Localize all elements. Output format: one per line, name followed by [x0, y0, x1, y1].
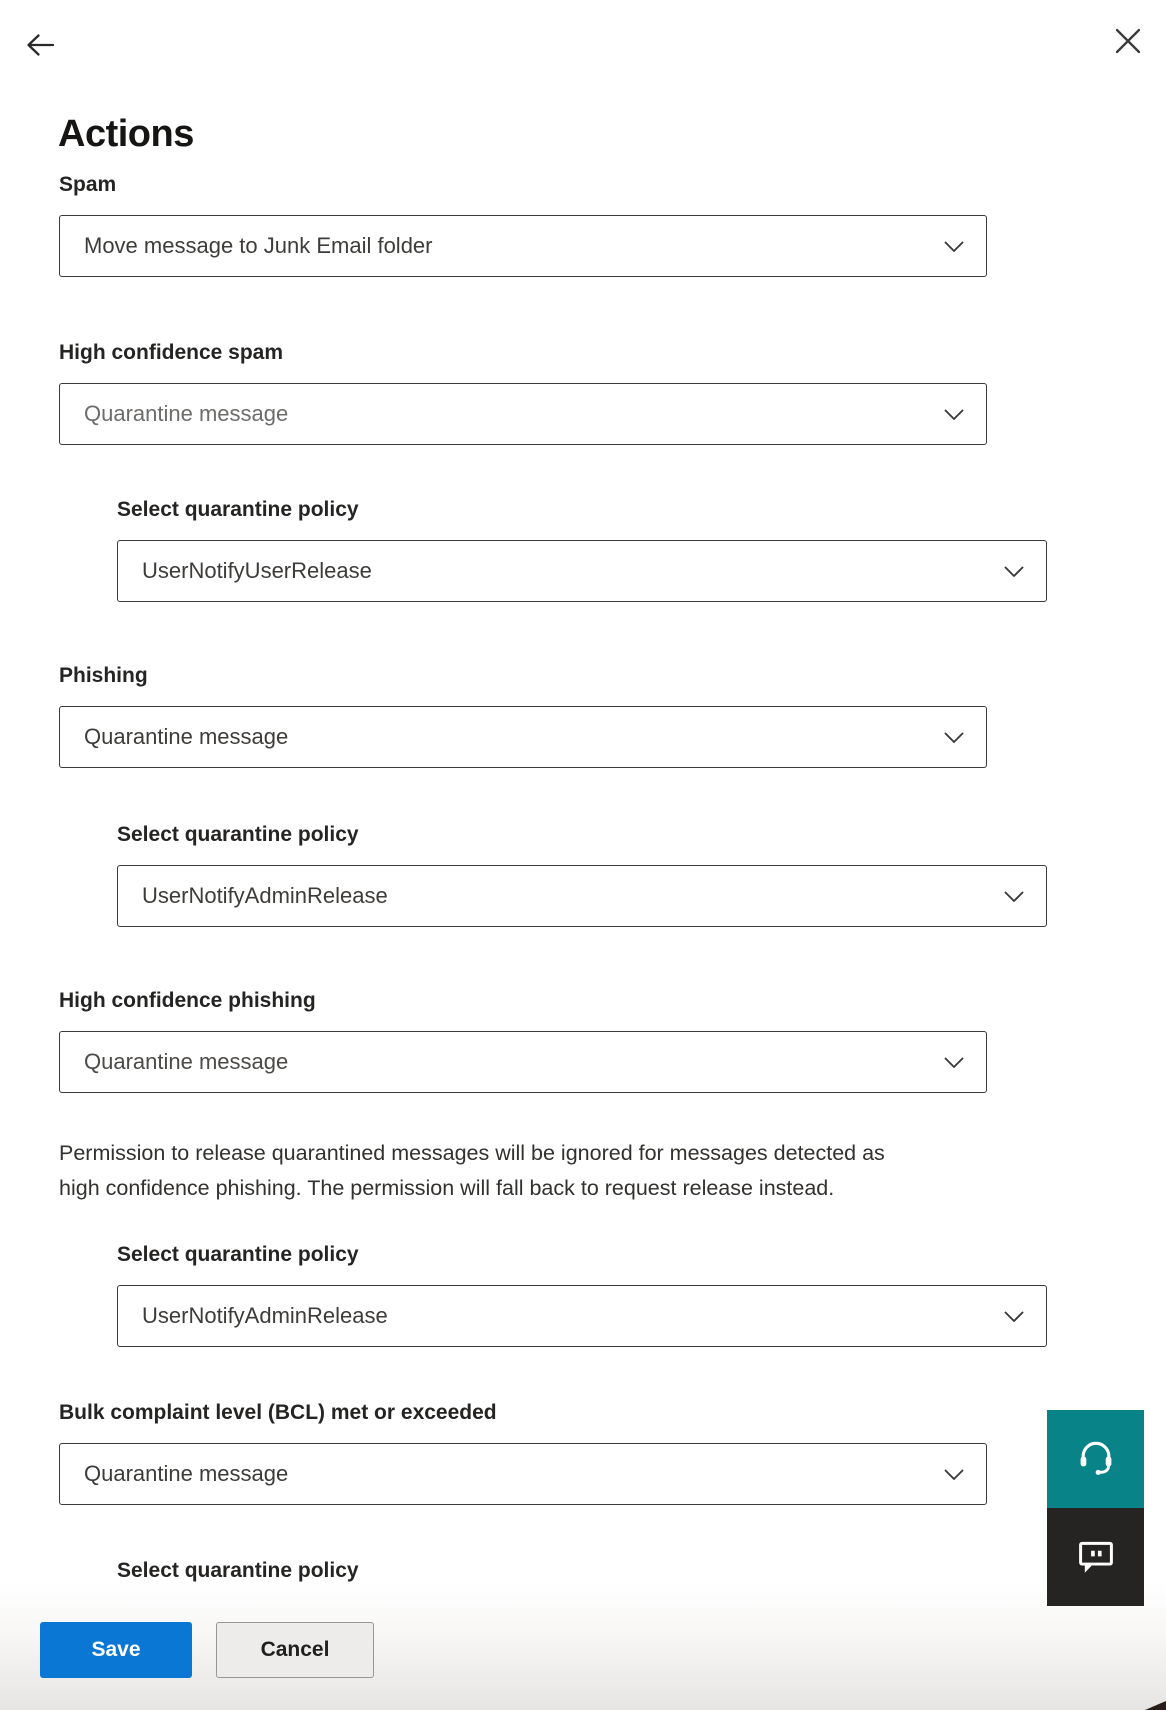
feedback-button[interactable]: [1047, 1508, 1144, 1606]
dropdown-value: Quarantine message: [84, 401, 289, 426]
dropdown-value: UserNotifyUserRelease: [142, 558, 372, 583]
save-button[interactable]: Save: [40, 1622, 192, 1678]
feedback-chat-icon: [1075, 1535, 1117, 1580]
dropdown-value: Quarantine message: [84, 724, 289, 749]
field-quarantine-policy-hcp: [117, 1240, 1047, 1328]
dropdown-value: UserNotifyAdminRelease: [142, 1303, 388, 1328]
field-label-select-quarantine-policy: Select quarantine policy: [117, 1559, 359, 1582]
high-confidence-spam-action-dropdown[interactable]: [59, 383, 987, 445]
headset-icon: [1074, 1436, 1118, 1483]
quarantine-policy-dropdown-hcs[interactable]: [117, 540, 1047, 602]
chevron-down-icon: [1004, 890, 1024, 908]
field-label-phishing: Phishing: [59, 664, 148, 687]
bcl-action-dropdown[interactable]: [59, 1443, 987, 1505]
chevron-down-icon: [944, 240, 964, 258]
hcp-permission-note: [59, 1136, 885, 1206]
chevron-down-icon: [944, 408, 964, 426]
chevron-down-icon: [1004, 565, 1024, 583]
chevron-down-icon: [944, 731, 964, 749]
field-bcl: [59, 1398, 987, 1486]
high-confidence-phishing-action-dropdown[interactable]: [59, 1031, 987, 1093]
dropdown-value: Quarantine message: [84, 1461, 289, 1486]
close-button[interactable]: [1110, 24, 1146, 60]
field-label-spam: Spam: [59, 173, 117, 196]
field-quarantine-policy-phishing: [117, 820, 1047, 908]
field-label-high-confidence-phishing: High confidence phishing: [59, 989, 316, 1012]
field-phishing: [59, 661, 987, 749]
arrow-left-icon: [23, 28, 57, 65]
field-quarantine-policy-hcs: [117, 495, 1047, 583]
spam-action-dropdown[interactable]: [59, 215, 987, 277]
quarantine-policy-dropdown-hcp[interactable]: [117, 1285, 1047, 1347]
support-button[interactable]: [1047, 1410, 1144, 1508]
quarantine-policy-dropdown-phishing[interactable]: [117, 865, 1047, 927]
field-label-bcl: Bulk complaint level (BCL) met or exceeded: [59, 1401, 497, 1424]
close-icon: [1112, 25, 1144, 60]
field-label-high-confidence-spam: High confidence spam: [59, 341, 284, 364]
phishing-action-dropdown[interactable]: [59, 706, 987, 768]
back-button[interactable]: [22, 28, 58, 64]
field-label-select-quarantine-policy: Select quarantine policy: [117, 1243, 359, 1266]
cancel-button[interactable]: Cancel: [216, 1622, 374, 1678]
page-title: Actions: [58, 113, 194, 156]
note-line-1: Permission to release quarantined messages will be ignored for messages detected as: [59, 1141, 885, 1165]
dropdown-value: Move message to Junk Email folder: [84, 233, 433, 258]
field-label-select-quarantine-policy: Select quarantine policy: [117, 498, 359, 521]
field-label-select-quarantine-policy: Select quarantine policy: [117, 823, 359, 846]
field-spam: [59, 170, 987, 258]
field-high-confidence-phishing: [59, 986, 987, 1074]
field-high-confidence-spam: [59, 338, 987, 426]
chevron-down-icon: [944, 1056, 964, 1074]
footer-bar: [0, 1582, 1166, 1710]
dropdown-value: Quarantine message: [84, 1049, 289, 1074]
dropdown-value: UserNotifyAdminRelease: [142, 883, 388, 908]
chevron-down-icon: [944, 1468, 964, 1486]
chevron-down-icon: [1004, 1310, 1024, 1328]
note-line-2: high confidence phishing. The permission will fall back to request release instead.: [59, 1176, 835, 1200]
